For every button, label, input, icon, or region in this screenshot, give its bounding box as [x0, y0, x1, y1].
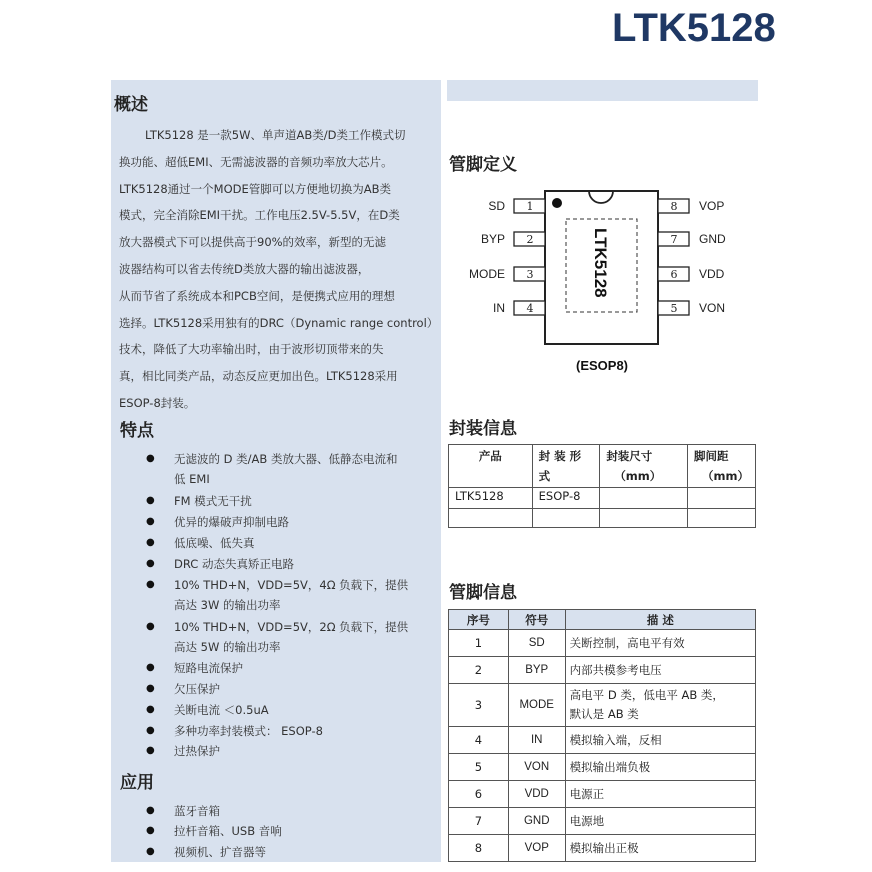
right-pin-name: GND [699, 232, 726, 246]
package-cell [687, 488, 755, 509]
package-header-text: （mm） [701, 469, 749, 483]
table-row [449, 727, 756, 754]
table-row [449, 684, 756, 727]
pin-diagram [447, 180, 758, 380]
pin-description-line: 模拟输出端负极 [569, 759, 651, 774]
applications-title: 应用 [120, 773, 154, 793]
pin-number-cell: 4 [449, 727, 509, 754]
pin-description-line: 关断控制，高电平有效 [569, 635, 685, 650]
pin-description-line: 内部共模参考电压 [569, 662, 662, 677]
right-pin-name: VOP [699, 199, 725, 213]
pin-description-line: 电源地 [569, 813, 605, 828]
bullet-icon: ● [146, 558, 155, 569]
pin-description-cell [565, 657, 755, 684]
feature-line: FM 模式无干扰 [174, 494, 252, 508]
package-cell [600, 488, 688, 509]
bullet-icon: ● [146, 662, 155, 673]
package-cell: LTK5128 [449, 488, 533, 509]
bullet-icon: ● [146, 825, 155, 836]
right-pin-number: 7 [670, 233, 678, 246]
overview-line: LTK5128通过一个MODE管脚可以方便地切换为AB类 [119, 181, 392, 196]
feature-line: 低底噪、低失真 [174, 536, 255, 550]
pin-description-line: 默认是 AB 类 [569, 707, 639, 721]
chip-label: LTK5128 [591, 228, 610, 298]
overview-line: 技术，降低了大功率输出时，由于波形切顶带来的失 [119, 342, 384, 357]
feature-text [174, 721, 436, 741]
bullet-icon: ● [146, 579, 155, 590]
bullet-icon: ● [146, 495, 155, 506]
product-title: LTK5128 [612, 6, 776, 50]
bullet-icon: ● [146, 725, 155, 736]
package-header-text: （mm） [614, 469, 662, 483]
pin-description-cell [565, 754, 755, 781]
application-text: 蓝牙音箱 [174, 804, 220, 818]
feature-line: 10% THD+N，VDD=5V，4Ω 负载下，提供 [174, 578, 409, 592]
feature-line: 低 EMI [174, 472, 210, 486]
feature-line: 多种功率封装模式： ESOP-8 [174, 724, 323, 738]
feature-text [174, 575, 436, 615]
package-header-text: 脚间距 [693, 449, 729, 463]
package-cell: ESOP-8 [532, 488, 600, 509]
package-header-cell [687, 445, 755, 488]
package-cell [687, 509, 755, 528]
left-pin-name: SD [488, 199, 505, 213]
left-pin-number: 1 [526, 200, 534, 213]
left-pin-name: BYP [480, 232, 505, 246]
overview-line: 真，相比同类产品，动态反应更加出色。LTK5128采用 [119, 369, 398, 384]
pin-info-title: 管脚信息 [449, 583, 517, 603]
table-row [449, 630, 756, 657]
right-pin-name: VDD [699, 267, 725, 281]
pin-number-cell: 2 [449, 657, 509, 684]
overview-line: 换功能、超低EMI、无需滤波器的音频功率放大芯片。 [119, 154, 393, 169]
application-text: 拉杆音箱、USB 音响 [174, 824, 282, 838]
package-header-text: 式 [538, 469, 551, 483]
feature-text [174, 554, 436, 574]
feature-text [174, 700, 436, 720]
bullet-icon: ● [146, 805, 155, 816]
bullet-icon: ● [146, 621, 155, 632]
feature-text [174, 491, 436, 511]
left-pin-name: MODE [469, 267, 505, 281]
pin-symbol-cell: MODE [508, 684, 565, 727]
pin-description-line: 电源正 [569, 786, 605, 801]
feature-line: 10% THD+N，VDD=5V，2Ω 负载下，提供 [174, 620, 409, 634]
pin-description-cell [565, 835, 755, 862]
pin-description-cell [565, 684, 755, 727]
left-pin-number: 2 [526, 233, 534, 246]
overview-title: 概述 [114, 95, 148, 115]
pin-table [448, 609, 756, 862]
bullet-icon: ● [146, 453, 155, 464]
pin-symbol-cell: GND [508, 808, 565, 835]
overview-line: 放大器模式下可以提供高于90%的效率，新型的无滤 [119, 235, 387, 250]
table-row [449, 754, 756, 781]
overview-line: ESOP-8封装。 [119, 395, 196, 410]
overview-line: 从而节省了系统成本和PCB空间，是便携式应用的理想 [119, 288, 395, 303]
package-header-text: 封 装 形 [538, 449, 582, 463]
pin-number-cell: 7 [449, 808, 509, 835]
pin-symbol-cell: BYP [508, 657, 565, 684]
feature-line: 短路电流保护 [174, 661, 243, 675]
pin1-dot [552, 198, 562, 208]
table-row [449, 509, 756, 528]
package-header-cell [449, 445, 533, 488]
package-cell [449, 509, 533, 528]
pin-header-cell: 描 述 [565, 610, 755, 630]
pin-symbol-cell: VOP [508, 835, 565, 862]
feature-text [174, 658, 436, 678]
pin-symbol-cell: VDD [508, 781, 565, 808]
table-row [449, 657, 756, 684]
features-title: 特点 [120, 421, 154, 441]
pin-description-cell [565, 630, 755, 657]
overview-line: LTK5128 是一款5W、单声道AB类/D类工作模式切 [145, 128, 406, 142]
feature-line: 高达 5W 的输出功率 [174, 640, 281, 654]
right-pins [658, 199, 726, 315]
right-pin-number: 6 [670, 268, 678, 281]
feature-text [174, 617, 436, 657]
pin-number-cell: 5 [449, 754, 509, 781]
feature-text [174, 512, 436, 532]
feature-text [174, 741, 436, 761]
bullet-icon: ● [146, 516, 155, 527]
feature-text [174, 449, 436, 489]
package-header-text: 产品 [478, 449, 502, 463]
feature-text [174, 679, 436, 699]
package-label: (ESOP8) [575, 358, 629, 373]
bullet-icon: ● [146, 704, 155, 715]
bullet-icon: ● [146, 537, 155, 548]
bullet-icon: ● [146, 745, 155, 756]
pin-symbol-cell: VON [508, 754, 565, 781]
bullet-icon: ● [146, 683, 155, 694]
package-header-text: 封装尺寸 [606, 449, 653, 463]
right-pin-number: 8 [670, 200, 678, 213]
pin-number-cell: 8 [449, 835, 509, 862]
bullet-icon: ● [146, 846, 155, 857]
table-row [449, 835, 756, 862]
pin-description-line: 高电平 D 类，低电平 AB 类， [569, 688, 724, 702]
table-row [449, 488, 756, 509]
pin-header-cell: 序号 [449, 610, 509, 630]
package-header-cell [600, 445, 688, 488]
pin-number-cell: 1 [449, 630, 509, 657]
overview-line: 选择。LTK5128采用独有的DRC（Dynamic range control） [119, 315, 439, 330]
application-text: 视频机、扩音器等 [174, 845, 266, 859]
overview-text [119, 122, 437, 417]
pin-description-cell [565, 781, 755, 808]
pin-header-cell: 符号 [508, 610, 565, 630]
feature-line: DRC 动态失真矫正电路 [174, 557, 294, 571]
pin-symbol-cell: IN [508, 727, 565, 754]
right-pin-number: 5 [670, 302, 678, 315]
right-pin-name: VON [699, 301, 726, 315]
feature-line: 关断电流 ＜0.5uA [174, 703, 269, 717]
left-pin-number: 4 [526, 302, 534, 315]
header-strip [447, 80, 758, 101]
table-row [449, 808, 756, 835]
feature-line: 优异的爆破声抑制电路 [174, 515, 289, 529]
feature-line: 过热保护 [174, 744, 220, 758]
pin-number-cell: 6 [449, 781, 509, 808]
package-header-cell [532, 445, 600, 488]
package-cell [600, 509, 688, 528]
pin-description-cell [565, 808, 755, 835]
pin-symbol-cell: SD [508, 630, 565, 657]
feature-line: 高达 3W 的输出功率 [174, 598, 281, 612]
pin-description-line: 模拟输出正极 [569, 840, 639, 855]
left-pin-name: IN [493, 301, 505, 315]
pin-number-cell: 3 [449, 684, 509, 727]
feature-line: 欠压保护 [174, 682, 220, 696]
pin-definition-title: 管脚定义 [449, 155, 517, 175]
pin-description-line: 模拟输入端，反相 [569, 732, 662, 747]
package-cell [532, 509, 600, 528]
package-info-title: 封装信息 [449, 419, 517, 439]
overview-line: 波器结构可以省去传统D类放大器的输出滤波器， [119, 261, 370, 276]
feature-text [174, 533, 436, 553]
left-pin-number: 3 [526, 268, 534, 281]
overview-line: 模式，完全消除EMI干扰。工作电压2.5V-5.5V，在D类 [119, 208, 400, 223]
left-pins [469, 199, 545, 315]
feature-line: 无滤波的 D 类/AB 类放大器、低静态电流和 [174, 452, 398, 466]
table-row [449, 781, 756, 808]
pin-description-cell [565, 727, 755, 754]
package-table [448, 444, 756, 528]
